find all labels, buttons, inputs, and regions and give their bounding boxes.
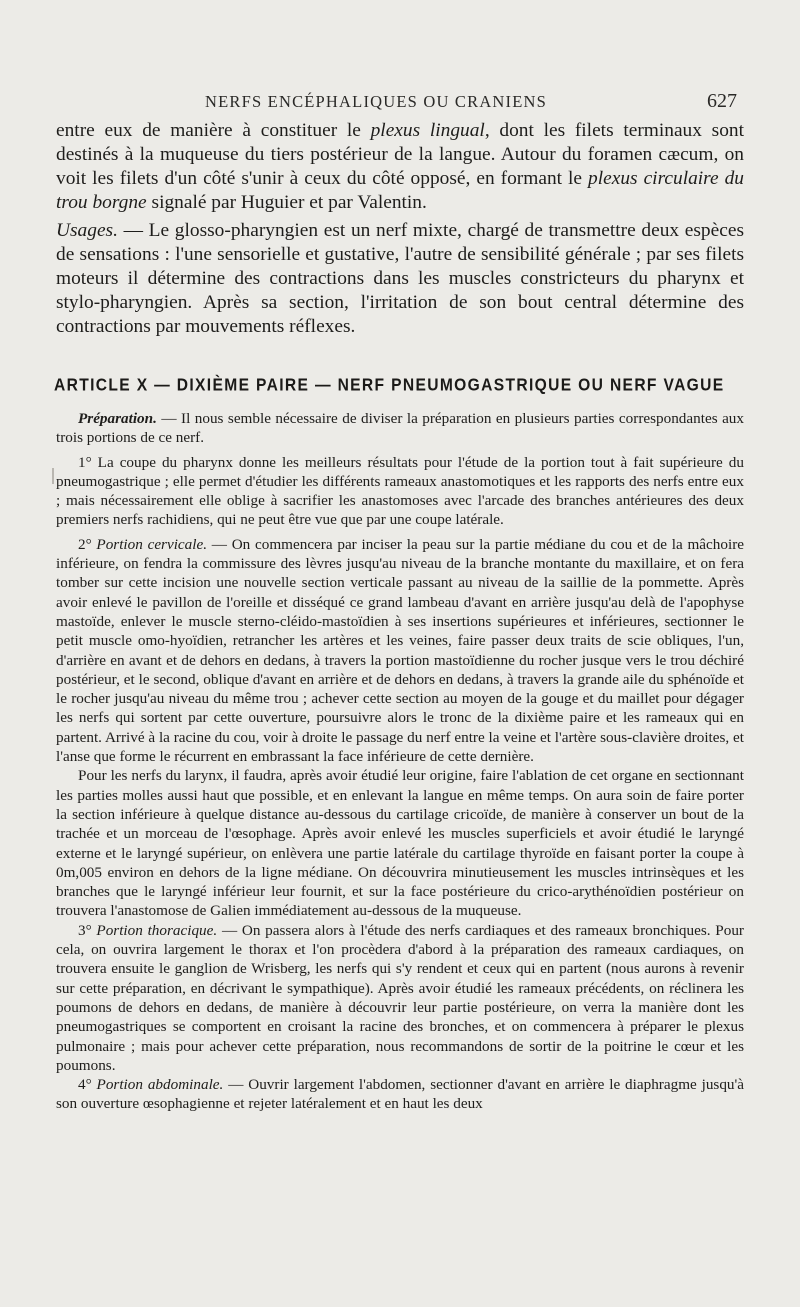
usages-text: — Le glosso-pharyngien est un nerf mixte, chargé de transmettre deux espèces de sensations : l'une sensorielle et gustative, l'autre de sensibilité générale ; par ses filets moteurs il détermine des contractions dans les muscles constricteurs du pharynx et stylo-pharyngien. Après sa section, l'irritation de son bout central détermine des contractions par mouvements réflexes. (56, 220, 744, 337)
intro-paragraph (56, 119, 744, 215)
section-3-text: — On passera alors à l'étude des nerfs cardiaques et des rameaux bronchiques. Pour cela, on ouvrira largement le thorax et l'on procèdera d'abord à la préparation des rameaux cardiaques, on trouvera ensuite le ganglion de Wrisberg, les nerfs qui s'y rendent et ceux qui en partent (nous aurons à revenir sur cette préparation, en décrivant le sympathique). Après avoir étudié les rameaux précédents, on réclinera les poumons de dehors en dedans, de manière à découvrir leur partie postérieure, on verra la manière dont les pneumogastriques se comportent en croisant la racine des bronches, et on commencera à préparer le plexus pulmonaire ; mais pour achever cette préparation, nous recommandons de sortir de la poitrine le cœur et les poumons. (56, 921, 744, 1074)
section-3-paragraph (56, 921, 744, 1075)
section-3-number: 3° (78, 921, 97, 939)
section-4-label: Portion abdominale. (96, 1076, 224, 1094)
intro-text-2: , dont les filets terminaux sont destinés à la muqueuse du tiers postérieur de la langue. Autour du foramen cæcum, on voit les filets d'un côté s'unir à ceux du côté opposé, en formant le (56, 120, 744, 189)
intro-text-3: signalé par Huguier et par Valentin. (146, 192, 427, 213)
preparation-text: — Il nous semble nécessaire de diviser la préparation en plusieurs parties correspondantes aux trois portions de ce nerf. (56, 410, 744, 447)
section-4-paragraph (56, 1075, 744, 1114)
running-title: NERFS ENCÉPHALIQUES OU CRANIENS (205, 92, 548, 111)
usages-paragraph (56, 219, 744, 339)
section-1-paragraph (56, 453, 744, 530)
section-3-label: Portion thoracique. (96, 921, 218, 939)
section-2-label: Portion cervicale. (96, 535, 208, 553)
intro-text-1: entre eux de manière à constituer le (56, 120, 371, 141)
preparation-label: Préparation. (78, 410, 157, 427)
margin-mark (52, 468, 54, 484)
plexus-circulaire-term: plexus circulaire du trou borgne (56, 168, 744, 213)
page-body (56, 119, 744, 1114)
larynx-paragraph (56, 766, 744, 920)
section-2-text: — On commencera par inciser la peau sur la partie médiane du cou et de la mâchoire inférieure, on fendra la commissure des lèvres jusqu'au niveau de la branche montante du maxillaire, et on fera tomber sur cette incision une nouvelle section verticale passant au niveau de la saillie de la pommette. Après avoir enlevé le pavillon de l'oreille et disséqué ce grand lambeau d'avant en arrière jusqu'au delà de l'apophyse mastoïde, enlever le muscle sterno-cléido-mastoïdien à ses insertions supérieures et inférieures, sectionner le petit muscle omo-hyoïdien, retrancher les artères et les veines, faire passer deux traits de scie obliques, l'un, d'arrière en avant et de dehors en dedans, à travers la portion mastoïdienne du rocher jusque vers le trou déchiré postérieur, et le second, oblique d'avant en arrière et de dehors en dedans, à travers la grande aile du sphénoïde et le rocher jusqu'au niveau du même trou ; achever cette section au moyen de la gouge et du maillet pour dégager les nerfs qui sortent par cette ouverture, poursuivre alors le tronc de la dixième paire et les rameaux qui en partent. Arrivé à la racine du cou, voir à droite le passage du nerf entre la veine et l'artère sous-clavière droites, et l'anse que forme le récurrent en embrassant la face inférieure de cette dernière. (56, 535, 744, 766)
page-number: 627 (707, 90, 737, 112)
usages-label: Usages. (56, 220, 118, 241)
section-2-paragraph (56, 535, 744, 767)
preparation-paragraph (56, 409, 744, 448)
article-heading: ARTICLE X — DIXIÈME PAIRE — NERF PNEUMOGASTRIQUE OU NERF VAGUE (54, 375, 725, 396)
larynx-text: Pour les nerfs du larynx, il faudra, après avoir étudié leur origine, faire l'ablation de cet organe en sectionnant les parties molles aussi haut que possible, et en enlevant la langue en même temps. On aura soin de faire porter la section inférieure à quelque distance au-dessous du cartilage cricoïde, de manière à conserver un bout de la trachée et un morceau de l'œsophage. Après avoir enlevé les muscles superficiels et avoir étudié le laryngé externe et le laryngé supérieur, on enlèvera une partie latérale du cartilage thyroïde en faisant porter la coupe à 0m,005 environ en dehors de la ligne médiane. On découvrira minutieusement les muscles intrinsèques et les branches que le laryngé inférieur leur fournit, et sur la face postérieure du crico-arythénoïdien postérieur on trouvera l'anastomose de Galien immédiatement au-dessous de la muqueuse. (56, 767, 744, 920)
section-4-number: 4° (78, 1076, 97, 1094)
section-2-number: 2° (78, 535, 97, 553)
plexus-lingual-term: plexus lingual (370, 120, 485, 141)
section-4-text: — Ouvrir largement l'abdomen, sectionner d'avant en arrière le diaphragme jusqu'à son ouverture œsophagienne et rejeter latéralement et en haut les deux (56, 1076, 744, 1113)
running-head (0, 92, 800, 118)
section-1-text: 1° La coupe du pharynx donne les meilleurs résultats pour l'étude de la portion tout à fait supérieure du pneumogastrique ; elle permet d'étudier les différents rameaux anastomotiques et les rapports des nerfs entre eux ; mais nécessairement elle oblige à sacrifier les anastomoses avec l'arcade des branches antérieures des deux premiers nerfs rachidiens, qui ne peut être vue que par une coupe latérale. (56, 453, 744, 529)
